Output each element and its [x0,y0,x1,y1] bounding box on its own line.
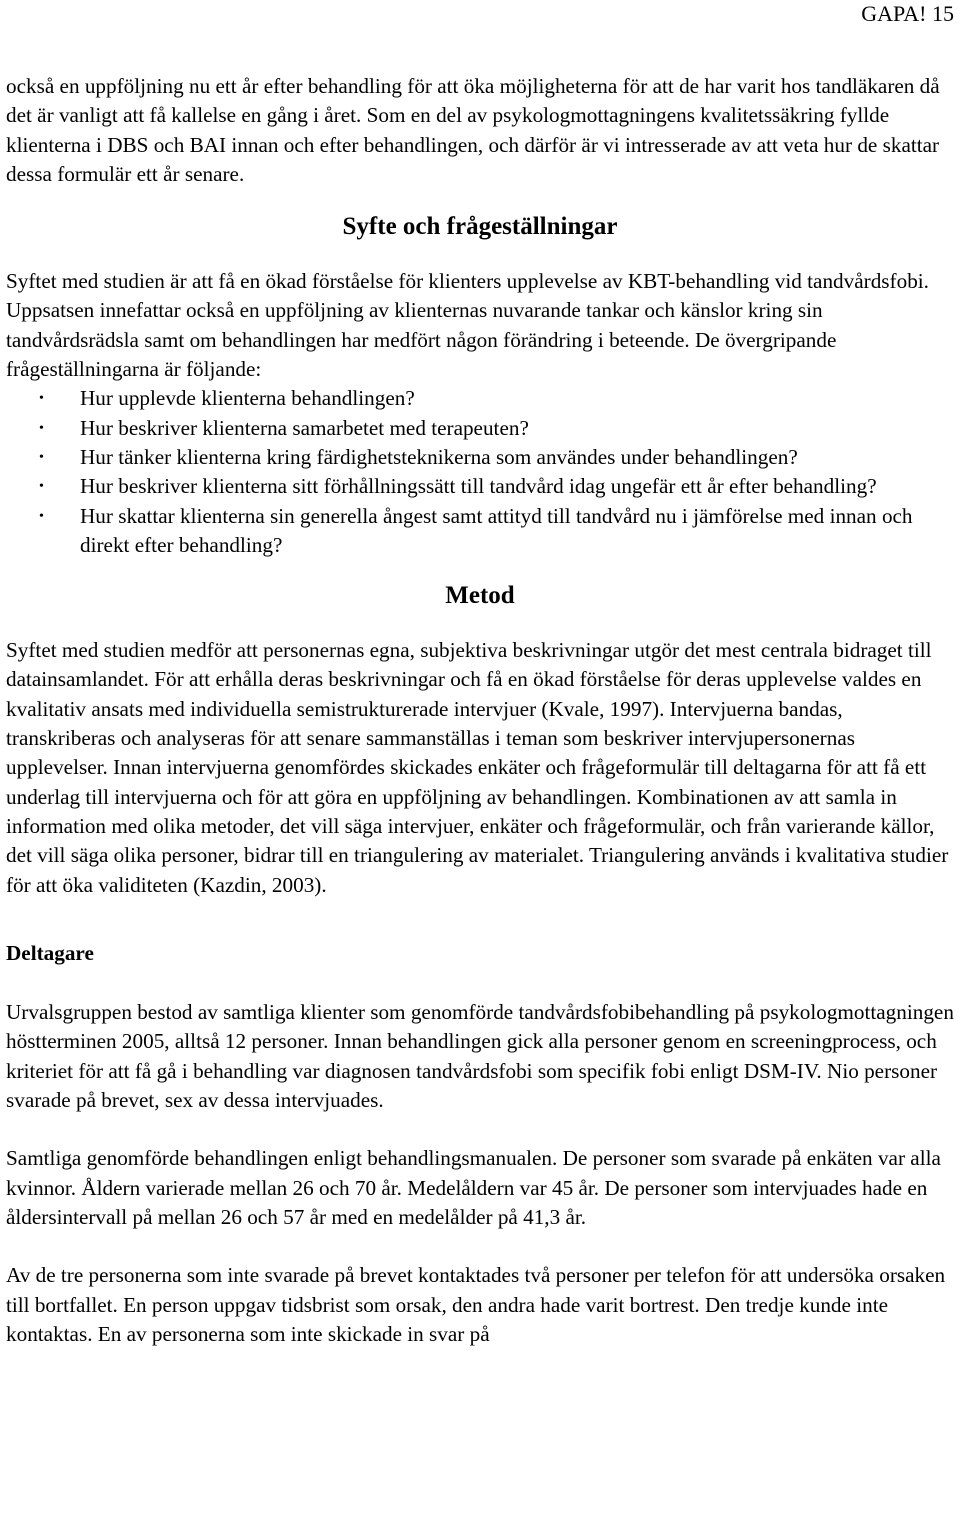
intro-paragraph: också en uppföljning nu ett år efter behandling för att öka möjligheterna för att de har varit hos tandläkaren då det är vanligt att få kallelse en gång i året. Som en del av psykologmottagningens kvalitetssäkring fyllde klienterna i DBS och BAI innan och efter behandlingen, och därför är vi intresserade av att veta hur de skattar dessa formulär ett år senare. [6,74,940,186]
question-text: Hur upplevde klienterna behandlingen? [80,386,415,411]
metod-paragraph: Syftet med studien medför att personernas egna, subjektiva beskrivningar utgör det mest centrala bidraget till datainsamlandet. För att erhålla deras beskrivningar och få en ökad förståelse för deras upplevelse valdes en kvalitativ ansats med individuella semistrukturerade intervjuer (Kvale, 1997). Intervjuerna bandas, transkriberas och analyseras för att senare sammanställas i teman som beskriver intervjupersonernas upplevelser. Innan intervjuerna genomfördes skickades enkäter och frågeformulär till deltagarna för att få ett underlag till intervjuerna och för att göra en uppföljning av behandlingen. Kombinationen av att samla in information med olika metoder, det vill säga intervjuer, enkäter och frågeformulär, och från varierande källor, det vill säga olika personer, bidrar till en triangulering av materialet. Triangulering används i kvalitativa studier för att öka validiteten (Kazdin, 2003). [6,638,949,897]
page-header: GAPA! 15 [861,1,954,26]
section-heading-metod: Metod [445,582,515,610]
deltagare-paragraph-3: Av de tre personerna som inte svarade på brevet kontaktades två personer per telefon för att undersöka orsaken till bortfallet. En person uppgav tidsbrist som orsak, den andra hade varit bortrest. Den tredje kunde inte kontaktas. En av personerna som inte skickade in svar på [6,1263,946,1346]
bullet-icon: • [39,479,44,495]
list-item [6,443,954,472]
list-item [6,472,954,501]
question-text: Hur tänker klienterna kring färdighetsteknikerna som användes under behandlingen? [80,444,798,469]
list-item [6,384,954,413]
deltagare-paragraph-1: Urvalsgruppen bestod av samtliga klienter som genomförde tandvårdsfobibehandling på psykologmottagningen höstterminen 2005, alltså 12 personer. Innan behandlingen gick alla personer genom en screeningprocess, och kriteriet för att få gå i behandling var diagnosen tandvårdsfobi som specifik fobi enligt DSM-IV. Nio personer svarade på brevet, sex av dessa intervjuades. [6,1000,954,1113]
list-item [6,414,954,443]
bullet-icon: • [39,420,44,436]
list-item [6,502,954,561]
deltagare-paragraph-2: Samtliga genomförde behandlingen enligt behandlingsmanualen. De personer som svarade på enkäten var alla kvinnor. Åldern varierade mellan 26 och 70 år. Medelåldern var 45 år. De personer som intervjuades hade en åldersintervall på mellan 26 och 57 år med en medelålder på 41,3 år. [6,1146,941,1229]
bullet-icon: • [39,391,44,407]
bullet-icon: • [39,508,44,524]
syfte-paragraph: Syftet med studien är att få en ökad förståelse för klienters upplevelse av KBT-behandling vid tandvårdsfobi. Uppsatsen innefattar också en uppföljning av klienternas nuvarande tankar och känslor kring sin tandvårdsrädsla samt om behandlingen har medfört någon förändring i beteende. De övergripande frågeställningarna är följande: [6,269,929,382]
question-text: Hur beskriver klienterna sitt förhållningssätt till tandvård idag ungefär ett år efter behandling? [80,474,877,499]
subsection-heading-deltagare: Deltagare [6,940,94,965]
section-heading-syfte: Syfte och frågeställningar [342,213,618,241]
question-text: Hur skattar klienterna sin generella ångest samt attityd till tandvård nu i jämförelse med innan och direkt efter behandling? [80,503,913,557]
question-text: Hur beskriver klienterna samarbetet med terapeuten? [80,415,529,440]
questions-list [6,384,954,560]
page-body [6,72,954,1349]
bullet-icon: • [39,449,44,465]
